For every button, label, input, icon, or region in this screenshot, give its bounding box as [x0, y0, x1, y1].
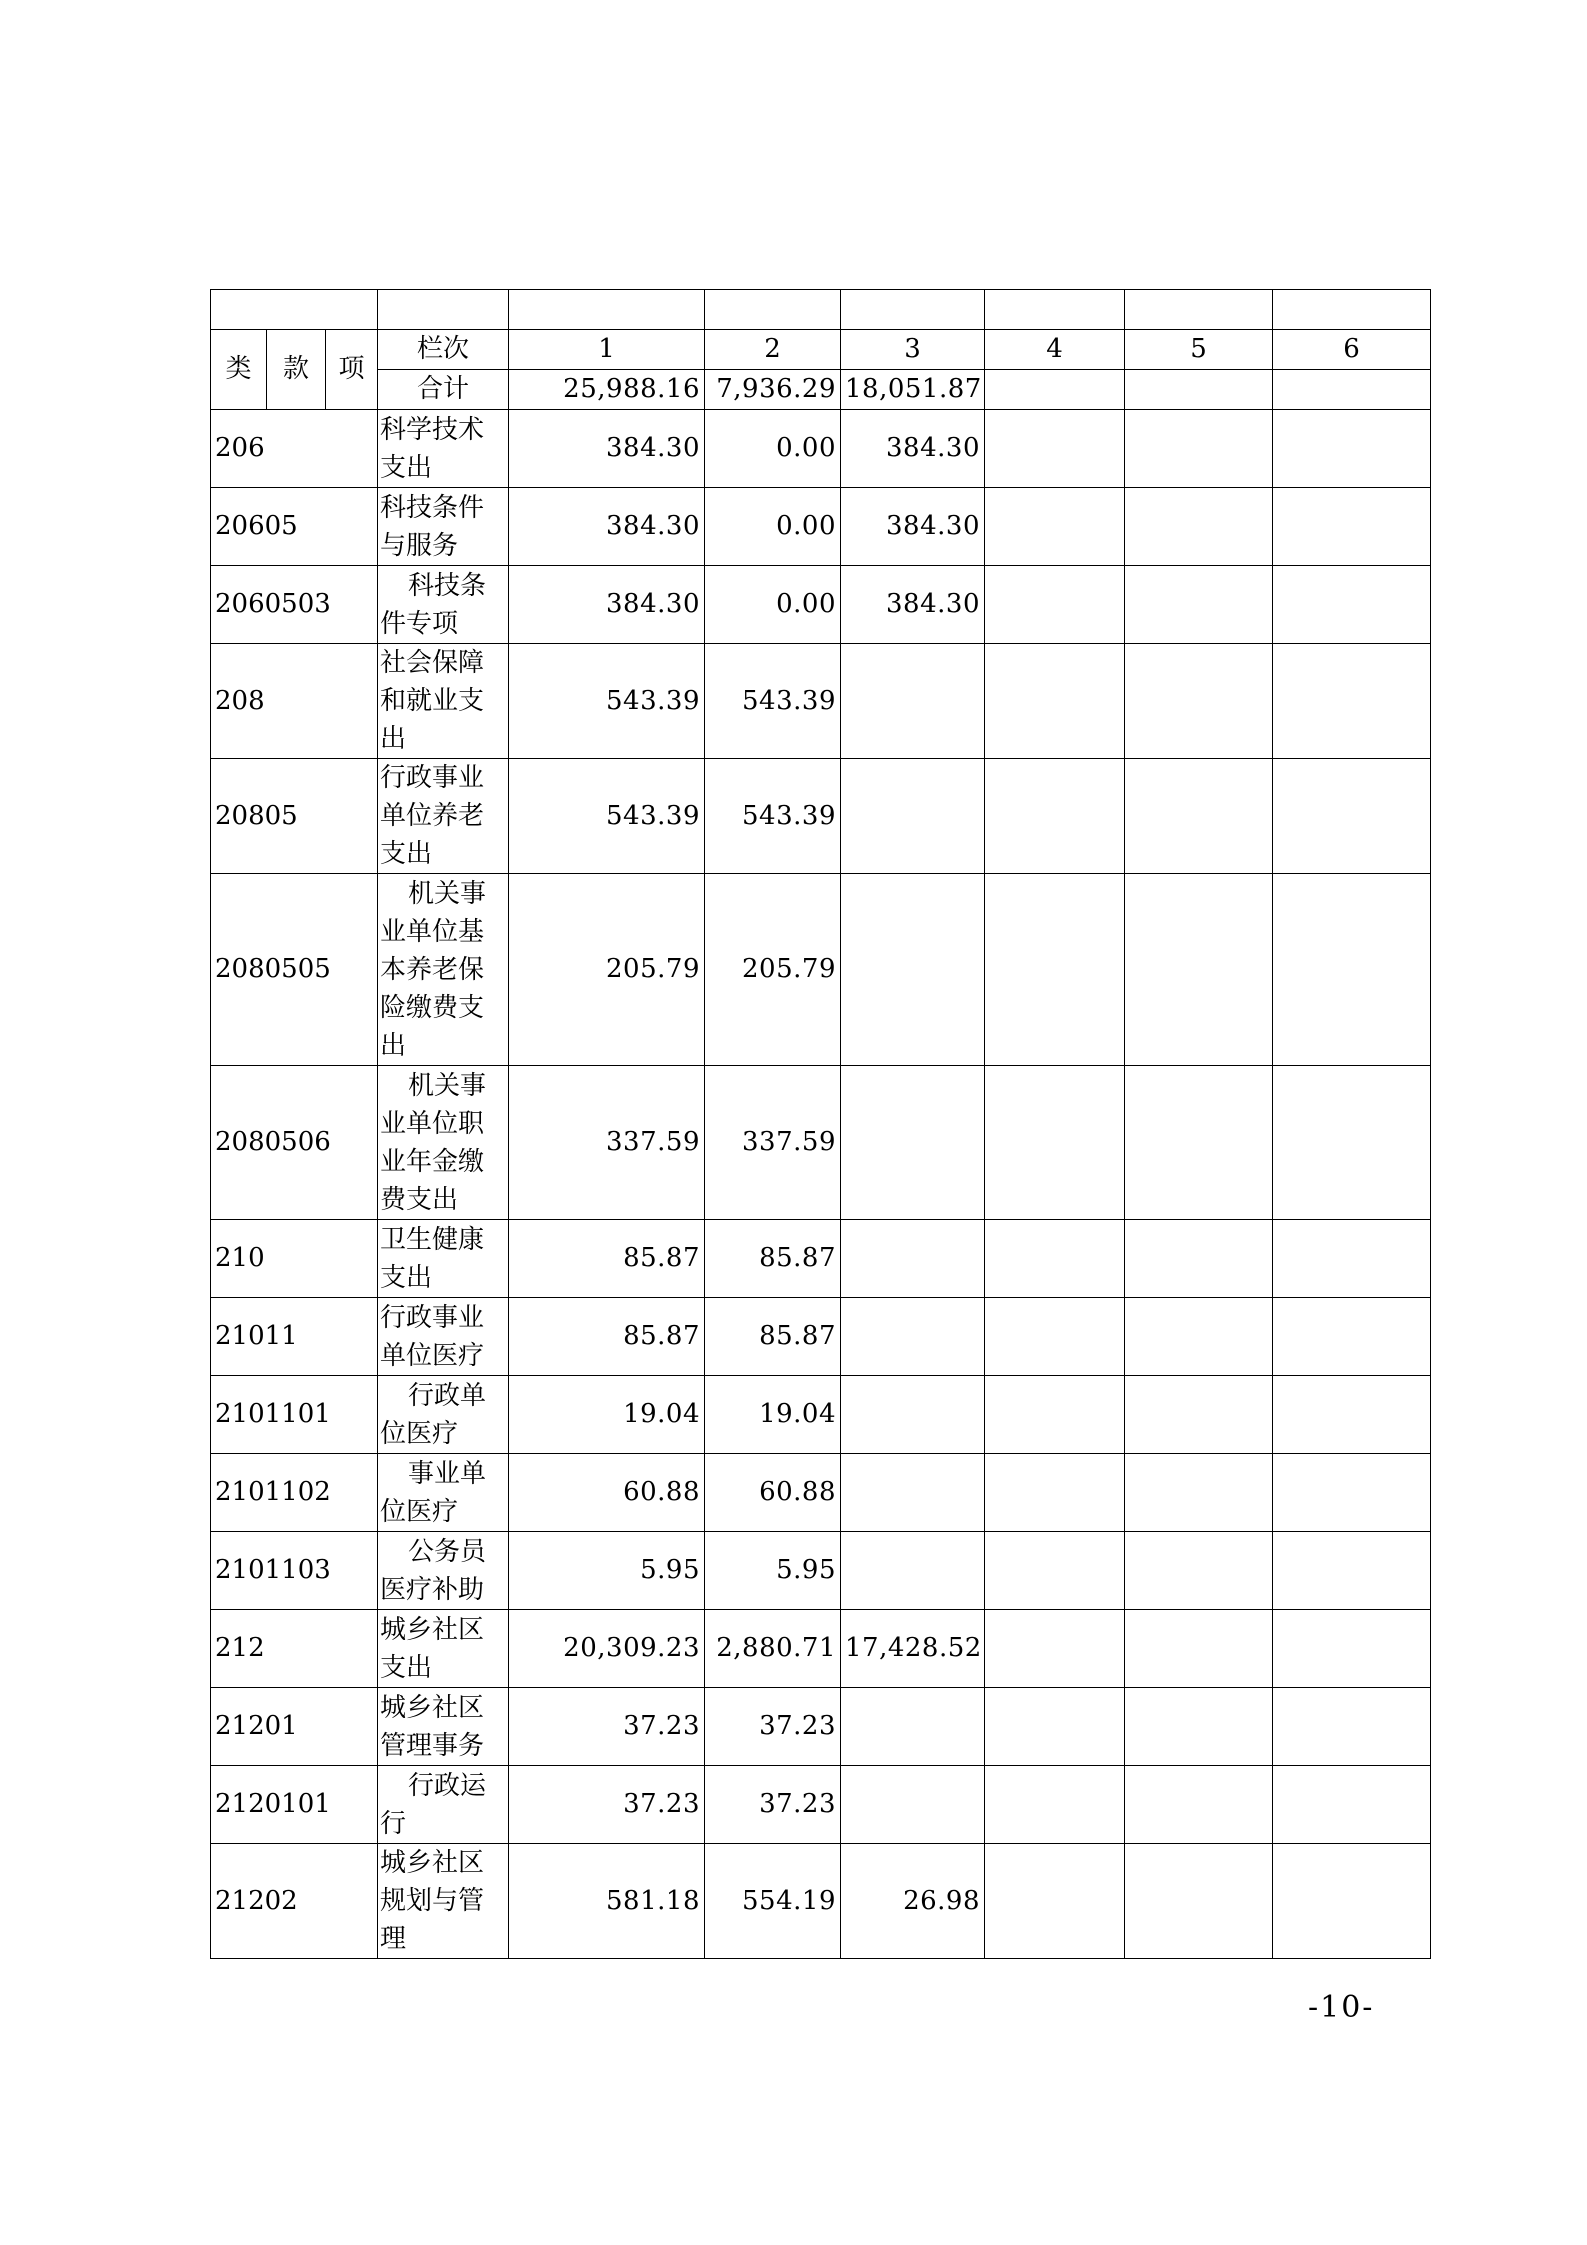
empty-cell	[985, 1066, 1125, 1220]
amount-cell	[841, 1066, 985, 1220]
table-row	[211, 1532, 1431, 1610]
subject-name: 城乡社区管理事务	[378, 1688, 509, 1766]
subject-code: 2080505	[211, 874, 378, 1066]
column-number: 5	[1125, 330, 1273, 370]
subject-name: 机关事业单位基本养老保险缴费支出	[378, 874, 509, 1066]
empty-cell	[1125, 566, 1273, 644]
amount-cell: 20,309.23	[509, 1610, 705, 1688]
amount-cell: 543.39	[705, 759, 841, 874]
blank-cell	[211, 290, 378, 330]
table-row	[211, 1766, 1431, 1844]
header-kuan: 款	[267, 330, 326, 410]
header-lei: 类	[211, 330, 267, 410]
empty-cell	[1273, 1844, 1431, 1959]
table-row	[211, 1376, 1431, 1454]
empty-cell	[1125, 644, 1273, 759]
subject-code: 2080506	[211, 1066, 378, 1220]
amount-cell: 26.98	[841, 1844, 985, 1959]
amount-cell	[841, 1454, 985, 1532]
empty-cell	[985, 1844, 1125, 1959]
empty-cell	[1273, 1454, 1431, 1532]
subject-name: 卫生健康支出	[378, 1220, 509, 1298]
table-row	[211, 644, 1431, 759]
table-row	[211, 1688, 1431, 1766]
amount-cell: 384.30	[509, 410, 705, 488]
blank-cell	[1273, 290, 1431, 330]
empty-cell	[985, 1220, 1125, 1298]
amount-cell: 205.79	[509, 874, 705, 1066]
empty-cell	[1273, 759, 1431, 874]
amount-cell: 384.30	[509, 488, 705, 566]
amount-cell	[841, 1766, 985, 1844]
subject-name: 城乡社区规划与管理	[378, 1844, 509, 1959]
empty-cell	[985, 1688, 1125, 1766]
table-row	[211, 410, 1431, 488]
amount-cell: 37.23	[509, 1766, 705, 1844]
table-row	[211, 566, 1431, 644]
subject-name: 公务员医疗补助	[378, 1532, 509, 1610]
subject-code: 212	[211, 1610, 378, 1688]
amount-cell: 5.95	[705, 1532, 841, 1610]
total-value: 25,988.16	[509, 370, 705, 410]
amount-cell: 37.23	[509, 1688, 705, 1766]
subject-name: 科技条件专项	[378, 566, 509, 644]
amount-cell: 2,880.71	[705, 1610, 841, 1688]
empty-cell	[1125, 1532, 1273, 1610]
column-number: 2	[705, 330, 841, 370]
column-number: 1	[509, 330, 705, 370]
total-value	[1125, 370, 1273, 410]
total-value: 18,051.87	[841, 370, 985, 410]
empty-cell	[985, 566, 1125, 644]
empty-cell	[1125, 1454, 1273, 1532]
amount-cell	[841, 1532, 985, 1610]
amount-cell	[841, 1220, 985, 1298]
table-row	[211, 488, 1431, 566]
subject-code: 2060503	[211, 566, 378, 644]
amount-cell: 17,428.52	[841, 1610, 985, 1688]
subject-name: 科学技术支出	[378, 410, 509, 488]
subject-code: 2120101	[211, 1766, 378, 1844]
subject-name: 社会保障和就业支出	[378, 644, 509, 759]
empty-cell	[1125, 1066, 1273, 1220]
table-row	[211, 1066, 1431, 1220]
subject-code: 2101103	[211, 1532, 378, 1610]
empty-cell	[1273, 644, 1431, 759]
empty-cell	[985, 1454, 1125, 1532]
amount-cell: 37.23	[705, 1766, 841, 1844]
amount-cell: 0.00	[705, 566, 841, 644]
amount-cell: 384.30	[841, 566, 985, 644]
amount-cell: 85.87	[509, 1298, 705, 1376]
empty-cell	[985, 1610, 1125, 1688]
amount-cell: 60.88	[509, 1454, 705, 1532]
subject-code: 208	[211, 644, 378, 759]
empty-cell	[1273, 1220, 1431, 1298]
amount-cell: 543.39	[509, 644, 705, 759]
column-number: 6	[1273, 330, 1431, 370]
empty-cell	[1125, 1688, 1273, 1766]
table-row	[211, 759, 1431, 874]
empty-cell	[1273, 410, 1431, 488]
empty-cell	[1273, 1766, 1431, 1844]
header-lanci: 栏次	[378, 330, 509, 370]
subject-code: 2101102	[211, 1454, 378, 1532]
empty-cell	[1273, 1376, 1431, 1454]
empty-cell	[1273, 566, 1431, 644]
empty-cell	[1125, 1844, 1273, 1959]
empty-cell	[985, 488, 1125, 566]
amount-cell: 554.19	[705, 1844, 841, 1959]
amount-cell: 60.88	[705, 1454, 841, 1532]
empty-cell	[1273, 874, 1431, 1066]
amount-cell: 384.30	[841, 488, 985, 566]
empty-cell	[985, 1532, 1125, 1610]
blank-header-row	[211, 290, 1431, 330]
header-heji: 合计	[378, 370, 509, 410]
amount-cell: 0.00	[705, 410, 841, 488]
empty-cell	[985, 759, 1125, 874]
subject-code: 20805	[211, 759, 378, 874]
table-row	[211, 1844, 1431, 1959]
empty-cell	[1125, 874, 1273, 1066]
subject-name: 行政事业单位养老支出	[378, 759, 509, 874]
empty-cell	[1273, 1532, 1431, 1610]
amount-cell: 37.23	[705, 1688, 841, 1766]
subject-name: 城乡社区支出	[378, 1610, 509, 1688]
amount-cell: 19.04	[509, 1376, 705, 1454]
total-value	[985, 370, 1125, 410]
subject-code: 2101101	[211, 1376, 378, 1454]
empty-cell	[1125, 1610, 1273, 1688]
amount-cell: 384.30	[841, 410, 985, 488]
amount-cell: 19.04	[705, 1376, 841, 1454]
amount-cell: 85.87	[705, 1298, 841, 1376]
amount-cell: 0.00	[705, 488, 841, 566]
empty-cell	[1273, 1066, 1431, 1220]
blank-cell	[985, 290, 1125, 330]
amount-cell: 543.39	[509, 759, 705, 874]
amount-cell: 384.30	[509, 566, 705, 644]
empty-cell	[985, 1298, 1125, 1376]
amount-cell: 205.79	[705, 874, 841, 1066]
amount-cell	[841, 1376, 985, 1454]
header-xiang: 项	[326, 330, 378, 410]
amount-cell	[841, 759, 985, 874]
amount-cell: 85.87	[705, 1220, 841, 1298]
subject-code: 21011	[211, 1298, 378, 1376]
subject-name: 行政运行	[378, 1766, 509, 1844]
amount-cell: 5.95	[509, 1532, 705, 1610]
blank-cell	[705, 290, 841, 330]
subject-code: 210	[211, 1220, 378, 1298]
budget-table	[210, 289, 1431, 1959]
blank-cell	[378, 290, 509, 330]
empty-cell	[1125, 488, 1273, 566]
empty-cell	[1125, 410, 1273, 488]
subject-code: 206	[211, 410, 378, 488]
total-value	[1273, 370, 1431, 410]
subject-code: 21201	[211, 1688, 378, 1766]
amount-cell	[841, 1298, 985, 1376]
empty-cell	[1273, 1298, 1431, 1376]
subject-name: 行政单位医疗	[378, 1376, 509, 1454]
empty-cell	[1125, 1298, 1273, 1376]
empty-cell	[1273, 488, 1431, 566]
amount-cell: 543.39	[705, 644, 841, 759]
table-row	[211, 874, 1431, 1066]
empty-cell	[1273, 1688, 1431, 1766]
page-number: -10-	[1308, 1990, 1375, 2025]
table-row	[211, 1454, 1431, 1532]
empty-cell	[985, 1376, 1125, 1454]
column-number-row	[211, 330, 1431, 370]
subject-name: 行政事业单位医疗	[378, 1298, 509, 1376]
empty-cell	[1125, 1220, 1273, 1298]
table-row	[211, 1298, 1431, 1376]
subject-code: 21202	[211, 1844, 378, 1959]
subject-name: 事业单位医疗	[378, 1454, 509, 1532]
empty-cell	[1125, 1376, 1273, 1454]
amount-cell: 85.87	[509, 1220, 705, 1298]
table-row	[211, 1610, 1431, 1688]
subject-name: 科技条件与服务	[378, 488, 509, 566]
subject-name: 机关事业单位职业年金缴费支出	[378, 1066, 509, 1220]
empty-cell	[1125, 759, 1273, 874]
total-value: 7,936.29	[705, 370, 841, 410]
table-row	[211, 1220, 1431, 1298]
column-number: 4	[985, 330, 1125, 370]
empty-cell	[985, 874, 1125, 1066]
empty-cell	[985, 1766, 1125, 1844]
column-number: 3	[841, 330, 985, 370]
amount-cell: 581.18	[509, 1844, 705, 1959]
empty-cell	[985, 410, 1125, 488]
empty-cell	[985, 644, 1125, 759]
amount-cell	[841, 1688, 985, 1766]
amount-cell	[841, 644, 985, 759]
amount-cell: 337.59	[705, 1066, 841, 1220]
blank-cell	[509, 290, 705, 330]
empty-cell	[1273, 1610, 1431, 1688]
totals-row	[211, 370, 1431, 410]
blank-cell	[1125, 290, 1273, 330]
subject-code: 20605	[211, 488, 378, 566]
amount-cell	[841, 874, 985, 1066]
empty-cell	[1125, 1766, 1273, 1844]
blank-cell	[841, 290, 985, 330]
amount-cell: 337.59	[509, 1066, 705, 1220]
